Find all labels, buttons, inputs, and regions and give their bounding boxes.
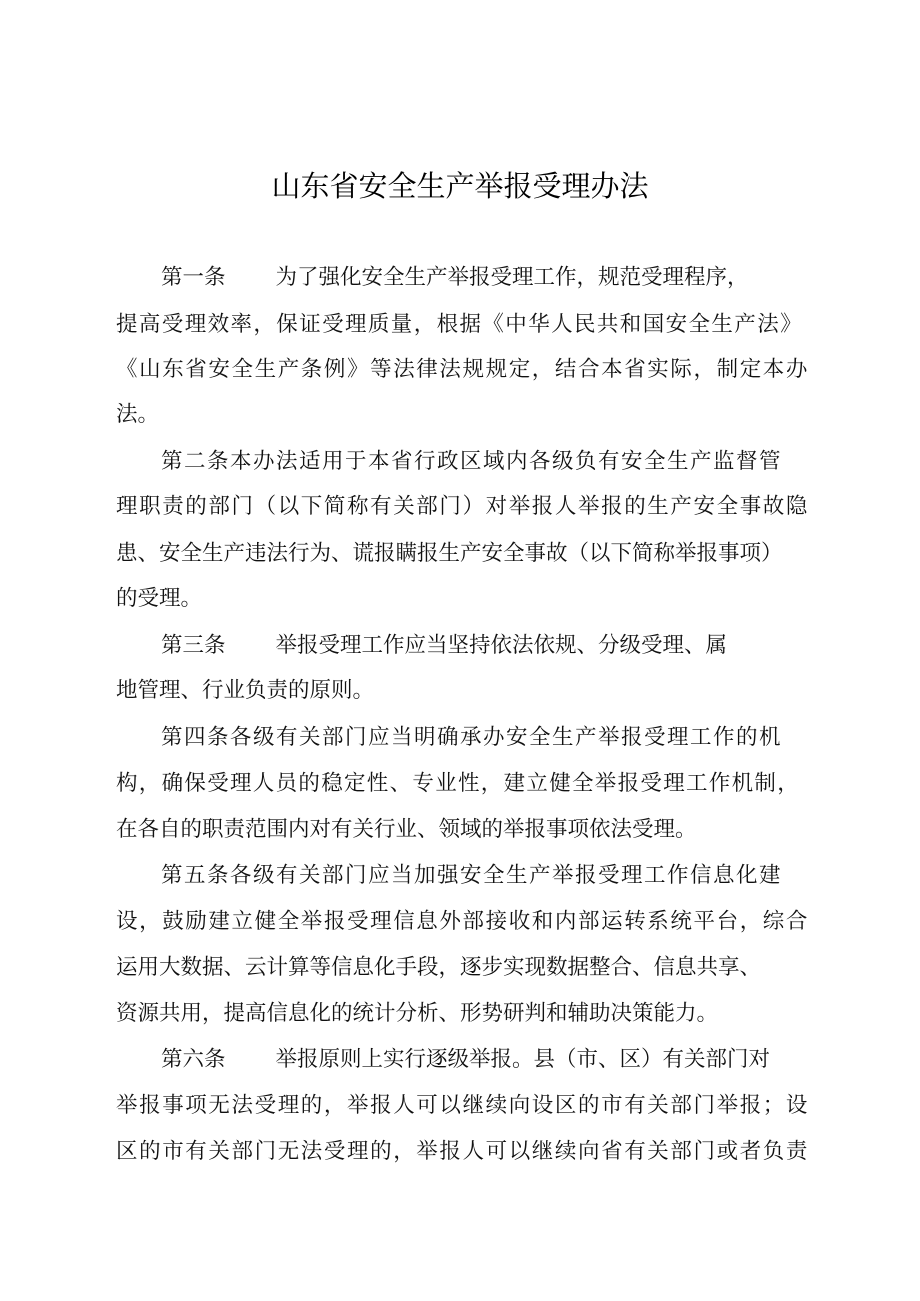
article-2-line-4: 的受理。 [116, 586, 203, 611]
article-6-label: 第六条 [161, 1047, 226, 1072]
article-5-line-1: 第五条各级有关部门应当加强安全生产举报受理工作信息化建 [161, 863, 783, 888]
article-6-line-2: 举报事项无法受理的，举报人可以继续向设区的市有关部门举报；设 [116, 1093, 810, 1118]
article-3-line-2: 地管理、行业负责的原则。 [116, 678, 375, 703]
article-3-line-1 [161, 631, 727, 661]
article-5-line-4: 资源共用，提高信息化的统计分析、形势研判和辅助决策能力。 [116, 1001, 719, 1026]
article-6-line-1 [161, 1045, 770, 1075]
article-6-text: 举报原则上实行逐级举报。县（市、区）有关部门对 [275, 1047, 771, 1072]
article-3-label: 第三条 [161, 633, 226, 658]
article-6-line-3: 区的市有关部门无法受理的，举报人可以继续向省有关部门或者负责 [116, 1139, 810, 1164]
article-1-line-4: 法。 [116, 402, 160, 427]
article-1-line-1 [161, 263, 749, 293]
article-4-line-1: 第四条各级有关部门应当明确承办安全生产举报受理工作的机 [161, 725, 783, 750]
article-5-line-2: 设，鼓励建立健全举报受理信息外部接收和内部运转系统平台，综合 [116, 909, 810, 934]
article-4-line-3: 在各自的职责范围内对有关行业、领域的举报事项依法受理。 [116, 817, 697, 842]
article-1-label: 第一条 [161, 265, 226, 290]
article-2-line-3: 患、安全生产违法行为、谎报瞒报生产安全事故（以下简称举报事项） [116, 541, 783, 566]
article-4-line-2: 构，确保受理人员的稳定性、专业性，建立健全举报受理工作机制， [116, 771, 801, 796]
article-1-line-3: 《山东省安全生产条例》等法律法规规定，结合本省实际，制定本办 [116, 357, 810, 382]
article-5-line-3: 运用大数据、云计算等信息化手段，逐步实现数据整合、信息共享、 [116, 955, 762, 980]
article-3-text: 举报受理工作应当坚持依法依规、分级受理、属 [275, 633, 728, 658]
article-2-line-1: 第二条本办法适用于本省行政区域内各级负有安全生产监督管 [161, 449, 783, 474]
article-1-line-2: 提高受理效率，保证受理质量，根据《中华人民共和国安全生产法》 [116, 312, 804, 337]
article-1-text: 为了强化安全生产举报受理工作，规范受理程序， [275, 265, 749, 290]
document-title: 山东省安全生产举报受理办法 [271, 169, 649, 203]
article-2-line-2: 理职责的部门（以下简称有关部门）对举报人举报的生产安全事故隐 [116, 494, 810, 519]
